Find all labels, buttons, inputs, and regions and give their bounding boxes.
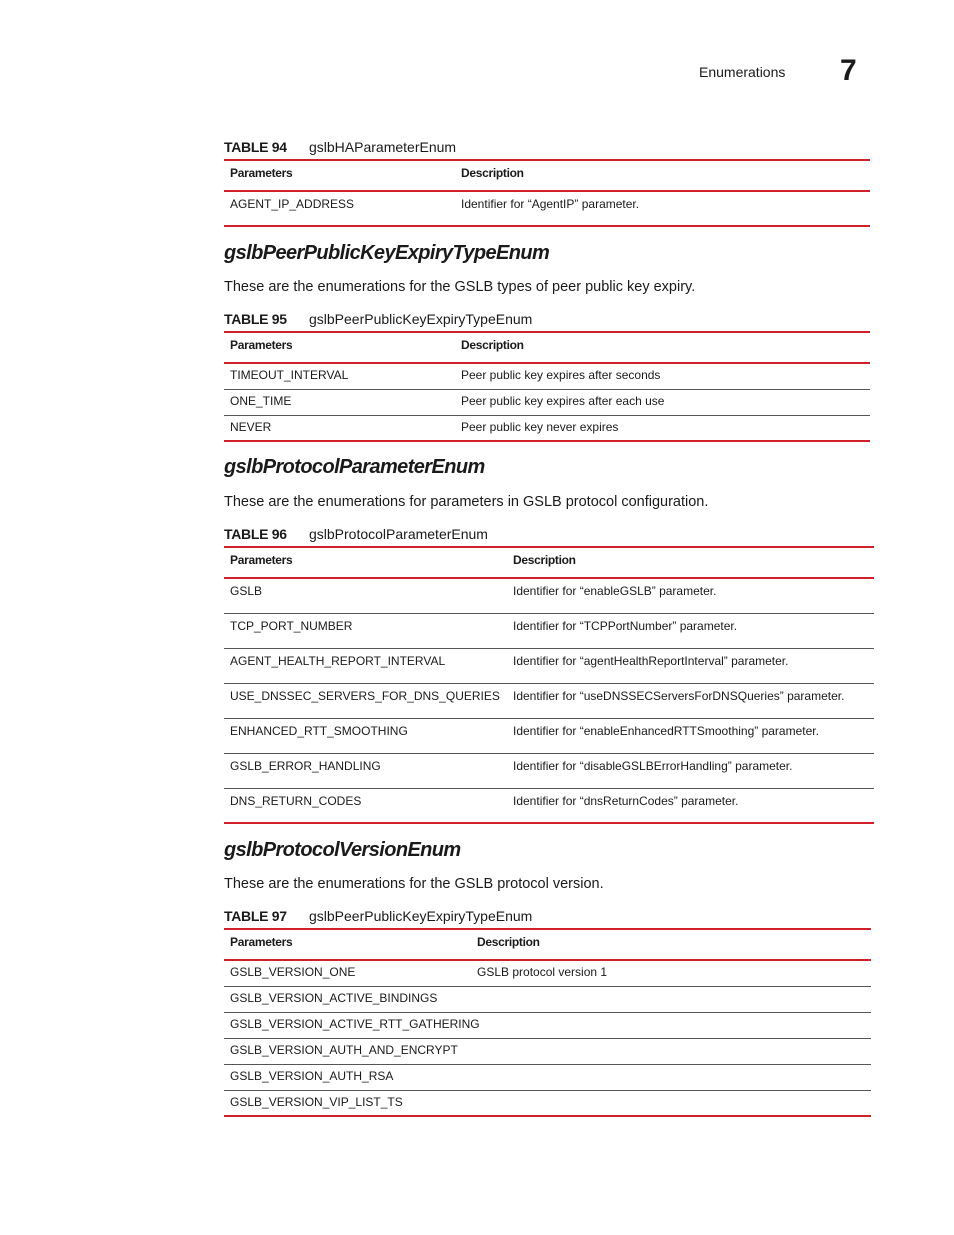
table-row — [224, 415, 870, 441]
parameter-cell: ONE_TIME — [224, 389, 455, 415]
description-cell: Peer public key expires after seconds — [455, 363, 870, 389]
description-cell: Identifier for “enableGSLB” parameter. — [507, 578, 874, 613]
description-cell: Identifier for “agentHealthReportInterval” parameter. — [507, 648, 874, 683]
section-heading-protocol-version: gslbProtocolVersionEnum — [224, 839, 461, 861]
description-cell: Identifier for “AgentIP” parameter. — [455, 191, 870, 226]
parameter-cell: AGENT_IP_ADDRESS — [224, 191, 455, 226]
description-cell: Identifier for “useDNSSECServersForDNSQueries” parameter. — [507, 683, 874, 718]
section-paragraph: These are the enumerations for the GSLB protocol version. — [224, 876, 604, 892]
chapter-number: 7 — [840, 54, 857, 87]
table-96 — [224, 546, 874, 824]
table-row — [224, 960, 871, 986]
table-row — [224, 788, 874, 823]
parameter-cell: GSLB_VERSION_ACTIVE_RTT_GATHERING — [224, 1012, 471, 1038]
parameter-cell: TCP_PORT_NUMBER — [224, 613, 507, 648]
parameter-cell: GSLB — [224, 578, 507, 613]
table-96-name: gslbProtocolParameterEnum — [309, 526, 488, 542]
table-96-label: TABLE 96 — [224, 526, 287, 542]
table-row — [224, 191, 870, 226]
table-row — [224, 1038, 871, 1064]
table-97-label: TABLE 97 — [224, 908, 287, 924]
description-cell: Identifier for “disableGSLBErrorHandling” parameter. — [507, 753, 874, 788]
description-cell — [471, 1090, 871, 1116]
table-row — [224, 986, 871, 1012]
parameter-cell: ENHANCED_RTT_SMOOTHING — [224, 718, 507, 753]
section-heading-peer-public-key-expiry: gslbPeerPublicKeyExpiryTypeEnum — [224, 242, 550, 264]
description-cell — [471, 986, 871, 1012]
column-header-parameters: Parameters — [224, 160, 455, 191]
parameter-cell: GSLB_VERSION_AUTH_RSA — [224, 1064, 471, 1090]
table-row — [224, 1064, 871, 1090]
table-row — [224, 718, 874, 753]
table-row — [224, 753, 874, 788]
parameter-cell: GSLB_VERSION_VIP_LIST_TS — [224, 1090, 471, 1116]
description-cell: GSLB protocol version 1 — [471, 960, 871, 986]
parameter-cell: DNS_RETURN_CODES — [224, 788, 507, 823]
description-cell — [471, 1064, 871, 1090]
table-95-label: TABLE 95 — [224, 311, 287, 327]
table-row — [224, 648, 874, 683]
table-94-label: TABLE 94 — [224, 139, 287, 155]
table-row — [224, 1012, 871, 1038]
table-94 — [224, 159, 870, 227]
table-94-name: gslbHAParameterEnum — [309, 139, 457, 155]
table-97 — [224, 928, 871, 1117]
parameter-cell: TIMEOUT_INTERVAL — [224, 363, 455, 389]
description-cell — [471, 1012, 871, 1038]
table-row — [224, 613, 874, 648]
parameter-cell: NEVER — [224, 415, 455, 441]
column-header-description: Description — [455, 332, 870, 363]
column-header-description: Description — [471, 929, 871, 960]
table-row — [224, 363, 870, 389]
description-cell: Identifier for “enableEnhancedRTTSmoothing” parameter. — [507, 718, 874, 753]
table-94-caption — [224, 139, 456, 155]
table-row — [224, 683, 874, 718]
description-cell: Identifier for “dnsReturnCodes” parameter. — [507, 788, 874, 823]
table-row — [224, 389, 870, 415]
section-paragraph: These are the enumerations for parameters in GSLB protocol configuration. — [224, 494, 709, 510]
column-header-description: Description — [507, 547, 874, 578]
table-95-name: gslbPeerPublicKeyExpiryTypeEnum — [309, 311, 533, 327]
table-row — [224, 578, 874, 613]
parameter-cell: GSLB_VERSION_ONE — [224, 960, 471, 986]
description-cell: Peer public key never expires — [455, 415, 870, 441]
parameter-cell: GSLB_ERROR_HANDLING — [224, 753, 507, 788]
chapter-title: Enumerations — [699, 64, 786, 80]
column-header-parameters: Parameters — [224, 929, 471, 960]
parameter-cell: USE_DNSSEC_SERVERS_FOR_DNS_QUERIES — [224, 683, 507, 718]
table-95-caption — [224, 311, 532, 327]
table-row — [224, 1090, 871, 1116]
description-cell — [471, 1038, 871, 1064]
parameter-cell: GSLB_VERSION_ACTIVE_BINDINGS — [224, 986, 471, 1012]
table-97-caption — [224, 908, 532, 924]
column-header-description: Description — [455, 160, 870, 191]
column-header-parameters: Parameters — [224, 547, 507, 578]
parameter-cell: AGENT_HEALTH_REPORT_INTERVAL — [224, 648, 507, 683]
table-95 — [224, 331, 870, 442]
column-header-parameters: Parameters — [224, 332, 455, 363]
section-heading-protocol-parameter: gslbProtocolParameterEnum — [224, 456, 485, 478]
description-cell: Peer public key expires after each use — [455, 389, 870, 415]
description-cell: Identifier for “TCPPortNumber” parameter. — [507, 613, 874, 648]
section-paragraph: These are the enumerations for the GSLB types of peer public key expiry. — [224, 279, 696, 295]
parameter-cell: GSLB_VERSION_AUTH_AND_ENCRYPT — [224, 1038, 471, 1064]
table-97-name: gslbPeerPublicKeyExpiryTypeEnum — [309, 908, 533, 924]
table-96-caption — [224, 526, 488, 542]
